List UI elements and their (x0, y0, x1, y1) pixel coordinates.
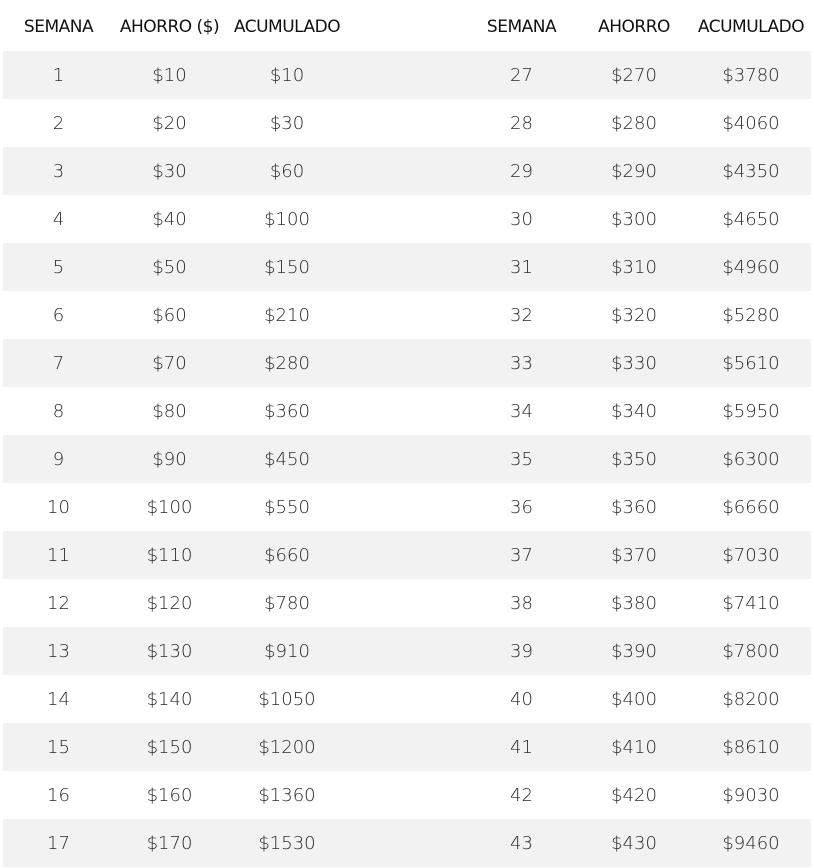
header-left-accumulated: ACUMULADO (225, 3, 349, 51)
gap-cell (349, 243, 466, 291)
left-savings-cell: $100 (114, 483, 225, 531)
left-week-cell: 3 (3, 147, 114, 195)
right-savings-cell: $350 (577, 435, 691, 483)
left-savings-cell: $60 (114, 291, 225, 339)
left-accumulated-cell: $280 (225, 339, 349, 387)
left-accumulated-cell: $150 (225, 243, 349, 291)
left-savings-cell: $170 (114, 819, 225, 867)
gap-cell (349, 195, 466, 243)
left-week-cell: 5 (3, 243, 114, 291)
right-accumulated-cell: $8200 (691, 675, 811, 723)
header-left-week: SEMANA (3, 3, 114, 51)
gap-cell (349, 771, 466, 819)
right-accumulated-cell: $4650 (691, 195, 811, 243)
table-row (3, 579, 811, 627)
left-savings-cell: $160 (114, 771, 225, 819)
header-right-week: SEMANA (466, 3, 577, 51)
left-savings-cell: $130 (114, 627, 225, 675)
gap-cell (349, 147, 466, 195)
table-row (3, 435, 811, 483)
left-week-cell: 7 (3, 339, 114, 387)
table-header-row (3, 3, 811, 51)
right-accumulated-cell: $6660 (691, 483, 811, 531)
left-savings-cell: $50 (114, 243, 225, 291)
right-savings-cell: $270 (577, 51, 691, 99)
right-savings-cell: $320 (577, 291, 691, 339)
left-accumulated-cell: $550 (225, 483, 349, 531)
left-accumulated-cell: $1200 (225, 723, 349, 771)
left-week-cell: 10 (3, 483, 114, 531)
left-savings-cell: $140 (114, 675, 225, 723)
left-savings-cell: $70 (114, 339, 225, 387)
left-week-cell: 17 (3, 819, 114, 867)
right-week-cell: 36 (466, 483, 577, 531)
left-savings-cell: $110 (114, 531, 225, 579)
right-week-cell: 35 (466, 435, 577, 483)
gap-cell (349, 387, 466, 435)
table-row (3, 195, 811, 243)
right-savings-cell: $300 (577, 195, 691, 243)
left-accumulated-cell: $60 (225, 147, 349, 195)
gap-cell (349, 627, 466, 675)
left-week-cell: 6 (3, 291, 114, 339)
left-savings-cell: $40 (114, 195, 225, 243)
left-savings-cell: $80 (114, 387, 225, 435)
right-accumulated-cell: $5610 (691, 339, 811, 387)
right-savings-cell: $380 (577, 579, 691, 627)
left-savings-cell: $150 (114, 723, 225, 771)
table-row (3, 51, 811, 99)
right-accumulated-cell: $7030 (691, 531, 811, 579)
right-week-cell: 40 (466, 675, 577, 723)
savings-table (3, 3, 811, 867)
left-accumulated-cell: $1360 (225, 771, 349, 819)
gap-cell (349, 579, 466, 627)
right-accumulated-cell: $4350 (691, 147, 811, 195)
left-accumulated-cell: $100 (225, 195, 349, 243)
left-week-cell: 8 (3, 387, 114, 435)
right-week-cell: 31 (466, 243, 577, 291)
right-week-cell: 27 (466, 51, 577, 99)
right-accumulated-cell: $9030 (691, 771, 811, 819)
left-accumulated-cell: $660 (225, 531, 349, 579)
left-week-cell: 12 (3, 579, 114, 627)
table-body (3, 51, 811, 867)
table-row (3, 99, 811, 147)
header-gap (349, 3, 466, 51)
table-row (3, 291, 811, 339)
left-week-cell: 2 (3, 99, 114, 147)
gap-cell (349, 435, 466, 483)
right-savings-cell: $280 (577, 99, 691, 147)
right-savings-cell: $410 (577, 723, 691, 771)
left-week-cell: 11 (3, 531, 114, 579)
left-week-cell: 4 (3, 195, 114, 243)
right-savings-cell: $340 (577, 387, 691, 435)
table-row (3, 387, 811, 435)
right-week-cell: 33 (466, 339, 577, 387)
gap-cell (349, 723, 466, 771)
table-row (3, 243, 811, 291)
table-row (3, 627, 811, 675)
right-week-cell: 38 (466, 579, 577, 627)
gap-cell (349, 675, 466, 723)
header-left-savings: AHORRO ($) (114, 3, 225, 51)
left-accumulated-cell: $210 (225, 291, 349, 339)
table-row (3, 819, 811, 867)
left-accumulated-cell: $450 (225, 435, 349, 483)
table-row (3, 675, 811, 723)
right-week-cell: 29 (466, 147, 577, 195)
right-savings-cell: $360 (577, 483, 691, 531)
left-savings-cell: $10 (114, 51, 225, 99)
left-accumulated-cell: $10 (225, 51, 349, 99)
gap-cell (349, 51, 466, 99)
left-accumulated-cell: $910 (225, 627, 349, 675)
left-savings-cell: $20 (114, 99, 225, 147)
left-accumulated-cell: $780 (225, 579, 349, 627)
right-savings-cell: $310 (577, 243, 691, 291)
left-accumulated-cell: $1050 (225, 675, 349, 723)
left-savings-cell: $120 (114, 579, 225, 627)
gap-cell (349, 531, 466, 579)
table-row (3, 483, 811, 531)
right-savings-cell: $330 (577, 339, 691, 387)
right-week-cell: 28 (466, 99, 577, 147)
right-savings-cell: $370 (577, 531, 691, 579)
left-savings-cell: $30 (114, 147, 225, 195)
table-row (3, 531, 811, 579)
right-week-cell: 37 (466, 531, 577, 579)
right-week-cell: 42 (466, 771, 577, 819)
table-row (3, 147, 811, 195)
gap-cell (349, 819, 466, 867)
gap-cell (349, 483, 466, 531)
right-accumulated-cell: $7800 (691, 627, 811, 675)
right-week-cell: 43 (466, 819, 577, 867)
right-accumulated-cell: $4060 (691, 99, 811, 147)
left-week-cell: 16 (3, 771, 114, 819)
left-week-cell: 9 (3, 435, 114, 483)
right-accumulated-cell: $5950 (691, 387, 811, 435)
right-accumulated-cell: $7410 (691, 579, 811, 627)
gap-cell (349, 339, 466, 387)
left-accumulated-cell: $360 (225, 387, 349, 435)
right-accumulated-cell: $9460 (691, 819, 811, 867)
table-row (3, 771, 811, 819)
right-accumulated-cell: $6300 (691, 435, 811, 483)
gap-cell (349, 291, 466, 339)
right-savings-cell: $290 (577, 147, 691, 195)
header-right-accumulated: ACUMULADO (691, 3, 811, 51)
right-week-cell: 34 (466, 387, 577, 435)
header-right-savings: AHORRO (577, 3, 691, 51)
right-week-cell: 32 (466, 291, 577, 339)
right-accumulated-cell: $5280 (691, 291, 811, 339)
left-accumulated-cell: $1530 (225, 819, 349, 867)
right-week-cell: 30 (466, 195, 577, 243)
savings-table-container (3, 3, 811, 867)
left-accumulated-cell: $30 (225, 99, 349, 147)
table-row (3, 723, 811, 771)
right-savings-cell: $390 (577, 627, 691, 675)
right-savings-cell: $400 (577, 675, 691, 723)
left-week-cell: 14 (3, 675, 114, 723)
right-savings-cell: $430 (577, 819, 691, 867)
right-week-cell: 41 (466, 723, 577, 771)
gap-cell (349, 99, 466, 147)
left-savings-cell: $90 (114, 435, 225, 483)
table-row (3, 339, 811, 387)
right-savings-cell: $420 (577, 771, 691, 819)
right-accumulated-cell: $3780 (691, 51, 811, 99)
right-accumulated-cell: $8610 (691, 723, 811, 771)
right-week-cell: 39 (466, 627, 577, 675)
left-week-cell: 1 (3, 51, 114, 99)
left-week-cell: 15 (3, 723, 114, 771)
left-week-cell: 13 (3, 627, 114, 675)
right-accumulated-cell: $4960 (691, 243, 811, 291)
